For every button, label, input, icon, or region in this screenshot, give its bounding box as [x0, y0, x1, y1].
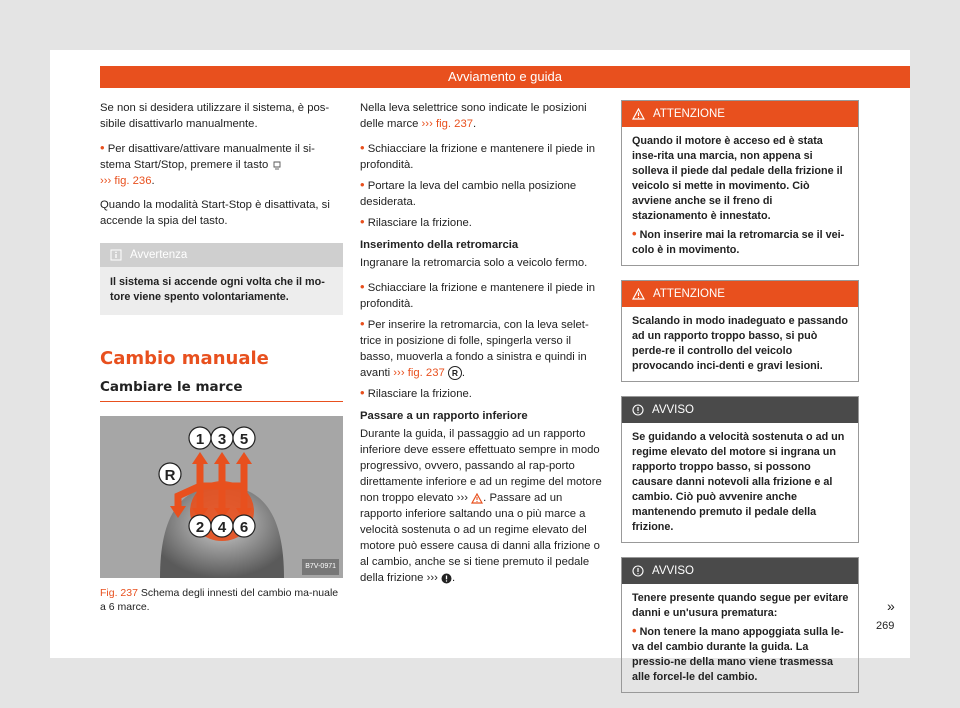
- notice-header: [622, 397, 858, 423]
- page-header: Avviamento e guida: [100, 66, 910, 88]
- paragraph: Quando la modalità Start-Stop è disattivata, si accende la spia del tasto.: [100, 199, 330, 227]
- warning-triangle-icon: [632, 288, 645, 300]
- bullet-item: • Schiacciare la frizione e mantenere il piede in profondità.: [360, 279, 596, 310]
- bullet-dot-icon: •: [632, 623, 637, 638]
- subheading: Inserimento della retromarcia: [360, 239, 519, 251]
- note-box: [100, 243, 343, 315]
- notice-circle-icon: [441, 573, 452, 584]
- notice-title: AVVISO: [652, 404, 694, 416]
- bullet-dot-icon: •: [360, 177, 365, 192]
- notice-title: AVVISO: [652, 565, 694, 577]
- warning-title: ATTENZIONE: [653, 288, 725, 300]
- paragraph: Durante la guida, il passaggio ad un rapporto inferiore deve essere effettuato sempre in modo progressivo, ovvero, passando al rap-porto direttamente inferiore e ad un regime del motore non troppo elevato ››› . Passare ad un rapporto inferiore saltando una o più marce a velocità sostenuta o ad un regime elevato del motore può essere causa di danni alla frizione o al cambio, anche se si tiene premuto il pedale della frizione ››› .: [360, 428, 602, 584]
- paragraph: Ingranare la retromarcia solo a veicolo fermo.: [360, 257, 588, 269]
- notice-circle-icon: [632, 404, 644, 416]
- bullet-item: • Rilasciare la frizione.: [360, 214, 472, 229]
- figure-link[interactable]: ››› fig. 237: [421, 118, 474, 130]
- notice-box: [621, 557, 859, 693]
- link-arrow[interactable]: ›››: [456, 492, 469, 504]
- bullet-dot-icon: •: [360, 316, 365, 331]
- subsection-title: Cambiare le marce: [100, 379, 343, 402]
- warning-text: Scalando in modo inadeguato e passando ad un rapporto troppo basso, si può perde-re il controllo del veicolo provocando inci-denti e gravi lesioni.: [632, 315, 848, 372]
- gear-pattern-diagram: [100, 416, 343, 578]
- warning-box: [621, 100, 859, 266]
- warning-title: ATTENZIONE: [653, 108, 725, 120]
- warning-header: [622, 101, 858, 127]
- gear-4-label: 4: [217, 519, 227, 536]
- note-title: Avvertenza: [130, 249, 188, 261]
- bullet-dot-icon: •: [100, 140, 105, 155]
- warning-triangle-icon: [471, 493, 483, 504]
- bullet-dot-icon: •: [360, 214, 365, 229]
- warning-box: [621, 280, 859, 382]
- paragraph: Se non si desidera utilizzare il sistema, è pos-sibile disattivarlo manualmente.: [100, 102, 330, 130]
- page: [50, 50, 910, 683]
- bullet-item: • Portare la leva del cambio nella posizione desiderata.: [360, 177, 577, 208]
- note-header: [100, 243, 343, 267]
- warning-text: Quando il motore è acceso ed è stata inse-rita una marcia, non appena si solleva il piede dal pedale della frizione il veicolo si mette in movimento. Ciò avviene anche se il freno di stazionamento è innestato. • Non inserire mai la retromarcia se il vei-colo è in movimento.: [622, 127, 858, 265]
- start-stop-button-icon: [271, 159, 283, 171]
- bullet-dot-icon: •: [360, 279, 365, 294]
- bullet-dot-icon: •: [360, 385, 365, 400]
- column-middle: [360, 100, 604, 594]
- gear-5-label: 5: [239, 431, 249, 448]
- bullet-item: • Non tenere la mano appoggiata sulla le-va del cambio durante la guida. La pressio-ne della mano viene trasmessa alle forcel-le del cambio.: [632, 623, 844, 683]
- figure-link[interactable]: ››› fig. 236: [100, 175, 152, 187]
- bullet-dot-icon: •: [632, 226, 637, 241]
- gear-shift-figure: [100, 416, 343, 578]
- gear-6-label: 6: [239, 519, 249, 536]
- bullet-dot-icon: •: [360, 140, 365, 155]
- page-number: 269: [876, 620, 895, 632]
- figure-caption: Fig. 237 Schema degli innesti del cambio ma-nuale a 6 marce.: [100, 587, 339, 613]
- gear-2-label: 2: [195, 519, 205, 536]
- bullet-item: • Rilasciare la frizione.: [360, 385, 472, 400]
- section-title: Cambio manuale: [100, 348, 269, 369]
- figure-code: B7V-0971: [302, 559, 339, 575]
- gear-1-label: 1: [195, 431, 205, 448]
- notice-text: Se guidando a velocità sostenuta o ad un regime elevato del motore si ingrana un rapporto troppo basso, si possono causare danni notevoli alla frizione e al cambio. Ciò può avvenire anche mantenendo premuto il pedale della frizione.: [632, 431, 845, 533]
- warning-header: [622, 281, 858, 307]
- column-left: [100, 100, 343, 614]
- gear-3-label: 3: [217, 431, 227, 448]
- column-right: [621, 100, 859, 707]
- bullet-item: • Non inserire mai la retromarcia se il vei-colo è in movimento.: [632, 226, 845, 256]
- info-icon: [110, 249, 122, 261]
- subheading: Passare a un rapporto inferiore: [360, 410, 528, 422]
- note-text: Il sistema si accende ogni volta che il mo-tore viene spento volontariamente.: [110, 276, 325, 303]
- link-arrow[interactable]: ›››: [426, 572, 438, 584]
- notice-text: Tenere presente quando segue per evitare danni e un'usura prematura: • Non tenere la mano appoggiata sulla le-va del cambio durante la guida. La pressio-ne della mano viene trasmessa alle forcel-le del cambio.: [632, 592, 849, 683]
- figure-link[interactable]: ››› fig. 237: [393, 367, 445, 379]
- gear-r-label: R: [164, 467, 176, 484]
- notice-box: [621, 396, 859, 543]
- bullet-item: • Per disattivare/attivare manualmente il si-stema Start/Stop, premere il tasto ››› fig. 236.: [100, 140, 315, 187]
- notice-header: [622, 558, 858, 584]
- bullet-item: • Schiacciare la frizione e mantenere il piede in profondità.: [360, 140, 596, 171]
- caption-ref: Fig. 237: [100, 587, 138, 599]
- paragraph: Nella leva selettrice sono indicate le posizioni delle marce ››› fig. 237.: [360, 102, 587, 130]
- warning-triangle-icon: [632, 108, 645, 120]
- bullet-item: • Per inserire la retromarcia, con la leva selet-trice in posizione di folle, spingerla verso il basso, muoverla a fondo a sinistra e quindi in avanti ››› fig. 237 R .: [360, 316, 589, 379]
- notice-circle-icon: [632, 565, 644, 577]
- reverse-key-icon: R: [448, 366, 462, 380]
- continue-arrow: »: [887, 598, 895, 614]
